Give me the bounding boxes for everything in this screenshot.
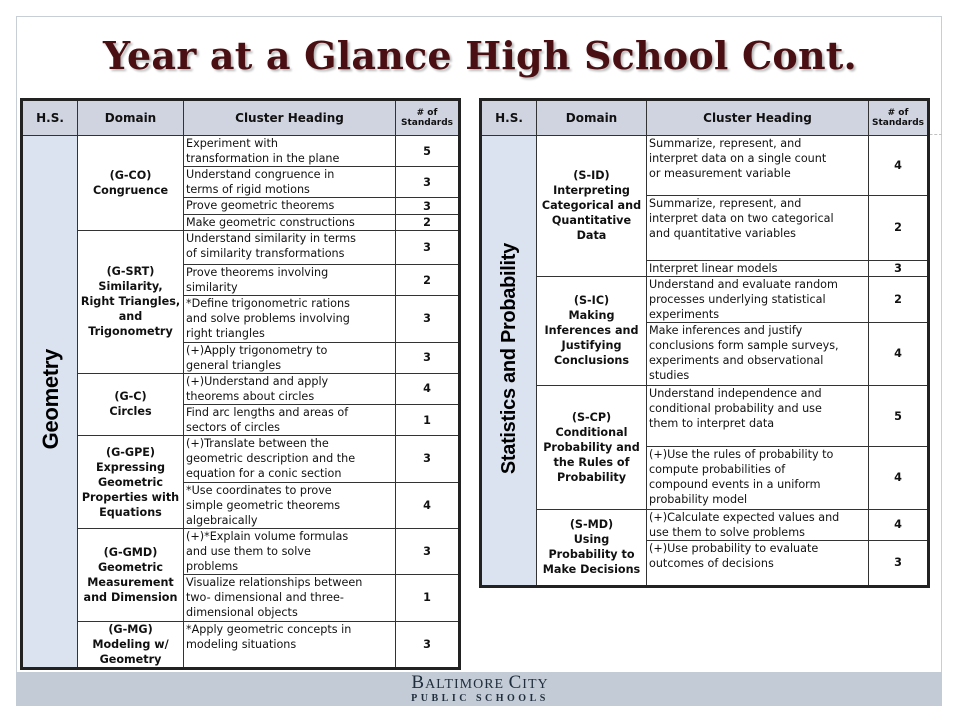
domain-cell: (S-IC) Making Inferences and Justifying Conclusions (537, 276, 647, 385)
cluster-heading-cell: Understand and evaluate random processes underlying statistical experiments (647, 276, 869, 322)
standards-count-cell: 3 (396, 167, 460, 198)
table-row (481, 509, 929, 540)
standards-count-cell: 2 (869, 196, 929, 260)
domain-cell: (S-MD) Using Probability to Make Decisions (537, 509, 647, 586)
standards-count-cell: 4 (869, 322, 929, 385)
standards-count-cell: 2 (396, 264, 460, 295)
header-hs: H.S. (481, 100, 537, 136)
domain-cell: (S-CP) Conditional Probability and the Rules of Probability (537, 386, 647, 510)
domain-cell: (G-C) Circles (78, 373, 184, 435)
cluster-heading-cell: (+)Translate between the geometric description and the equation for a conic section (184, 436, 396, 482)
standards-count-cell: 3 (396, 342, 460, 373)
cluster-heading-cell: Understand congruence in terms of rigid motions (184, 167, 396, 198)
standards-count-cell: 5 (396, 136, 460, 167)
domain-cell: (G-MG) Modeling w/ Geometry (78, 621, 184, 668)
standards-count-cell: 3 (396, 621, 460, 668)
statistics-table (479, 98, 930, 588)
table-row (22, 373, 460, 404)
cluster-heading-cell: Prove theorems involving similarity (184, 264, 396, 295)
standards-count-cell: 1 (396, 404, 460, 435)
cluster-heading-cell: Make geometric constructions (184, 214, 396, 230)
cluster-heading-cell: (+)*Explain volume formulas and use them to solve problems (184, 528, 396, 574)
standards-count-cell: 4 (869, 136, 929, 196)
cluster-heading-cell: (+)Understand and apply theorems about circles (184, 373, 396, 404)
standards-count-cell: 4 (869, 447, 929, 509)
header-num-standards: # of Standards (396, 100, 460, 136)
cluster-heading-cell: *Define trigonometric rations and solve problems involving right triangles (184, 296, 396, 342)
section-label-cell (481, 136, 537, 587)
table-row (481, 276, 929, 322)
cluster-heading-cell: Understand independence and conditional probability and use them to interpret data (647, 386, 869, 447)
standards-count-cell: 5 (869, 386, 929, 447)
cluster-heading-cell: *Use coordinates to prove simple geometric theorems algebraically (184, 482, 396, 528)
logo-line-1: BALTIMORE CITY (411, 672, 549, 693)
header-domain: Domain (78, 100, 184, 136)
standards-count-cell: 3 (396, 198, 460, 214)
section-label: Statistics and Probability (497, 242, 520, 475)
header-hs: H.S. (22, 100, 78, 136)
standards-count-cell: 3 (396, 230, 460, 264)
standards-count-cell: 2 (869, 276, 929, 322)
cluster-heading-cell: (+)Apply trigonometry to general triangles (184, 342, 396, 373)
header-num-standards: # of Standards (869, 100, 929, 136)
table-row (22, 136, 460, 167)
standards-count-cell: 4 (396, 373, 460, 404)
cluster-heading-cell: Interpret linear models (647, 260, 869, 276)
cluster-heading-cell: (+)Use probability to evaluate outcomes of decisions (647, 540, 869, 586)
table-row (22, 230, 460, 264)
standards-count-cell: 4 (869, 509, 929, 540)
cluster-heading-cell: Summarize, represent, and interpret data on a single count or measurement variable (647, 136, 869, 196)
cluster-heading-cell: (+)Use the rules of probability to compute probabilities of compound events in a uniform probability model (647, 447, 869, 509)
table-row (481, 136, 929, 196)
header-domain: Domain (537, 100, 647, 136)
table-row (22, 436, 460, 482)
cluster-heading-cell: (+)Calculate expected values and use them to solve problems (647, 509, 869, 540)
header-cluster: Cluster Heading (184, 100, 396, 136)
geometry-table (20, 98, 461, 670)
standards-count-cell: 3 (396, 436, 460, 482)
domain-cell: (G-CO) Congruence (78, 136, 184, 231)
table-row (22, 528, 460, 574)
page-title: Year at a Glance High School Cont. (103, 33, 857, 78)
section-label: Geometry (37, 349, 63, 450)
school-logo (0, 674, 960, 705)
header-cluster: Cluster Heading (647, 100, 869, 136)
cluster-heading-cell: Understand similarity in terms of similarity transformations (184, 230, 396, 264)
standards-count-cell: 1 (396, 575, 460, 621)
standards-count-cell: 2 (396, 214, 460, 230)
cluster-heading-cell: Visualize relationships between two- dimensional and three- dimensional objects (184, 575, 396, 621)
standards-count-cell: 3 (396, 528, 460, 574)
logo-line-2: PUBLIC SCHOOLS (411, 693, 549, 704)
domain-cell: (G-SRT) Similarity, Right Triangles, and Trigonometry (78, 230, 184, 373)
cluster-heading-cell: Find arc lengths and areas of sectors of circles (184, 404, 396, 435)
table-row (22, 621, 460, 668)
domain-cell: (G-GMD) Geometric Measurement and Dimension (78, 528, 184, 621)
cluster-heading-cell: Make inferences and justify conclusions form sample surveys, experiments and observational studies (647, 322, 869, 385)
section-label-cell (22, 136, 78, 669)
cluster-heading-cell: *Apply geometric concepts in modeling situations (184, 621, 396, 668)
domain-cell: (S-ID) Interpreting Categorical and Quantitative Data (537, 136, 647, 277)
standards-count-cell: 3 (869, 260, 929, 276)
cluster-heading-cell: Summarize, represent, and interpret data on two categorical and quantitative variables (647, 196, 869, 260)
cluster-heading-cell: Experiment with transformation in the plane (184, 136, 396, 167)
domain-cell: (G-GPE) Expressing Geometric Properties with Equations (78, 436, 184, 529)
standards-count-cell: 3 (396, 296, 460, 342)
standards-count-cell: 3 (869, 540, 929, 586)
cluster-heading-cell: Prove geometric theorems (184, 198, 396, 214)
table-row (481, 386, 929, 447)
standards-count-cell: 4 (396, 482, 460, 528)
